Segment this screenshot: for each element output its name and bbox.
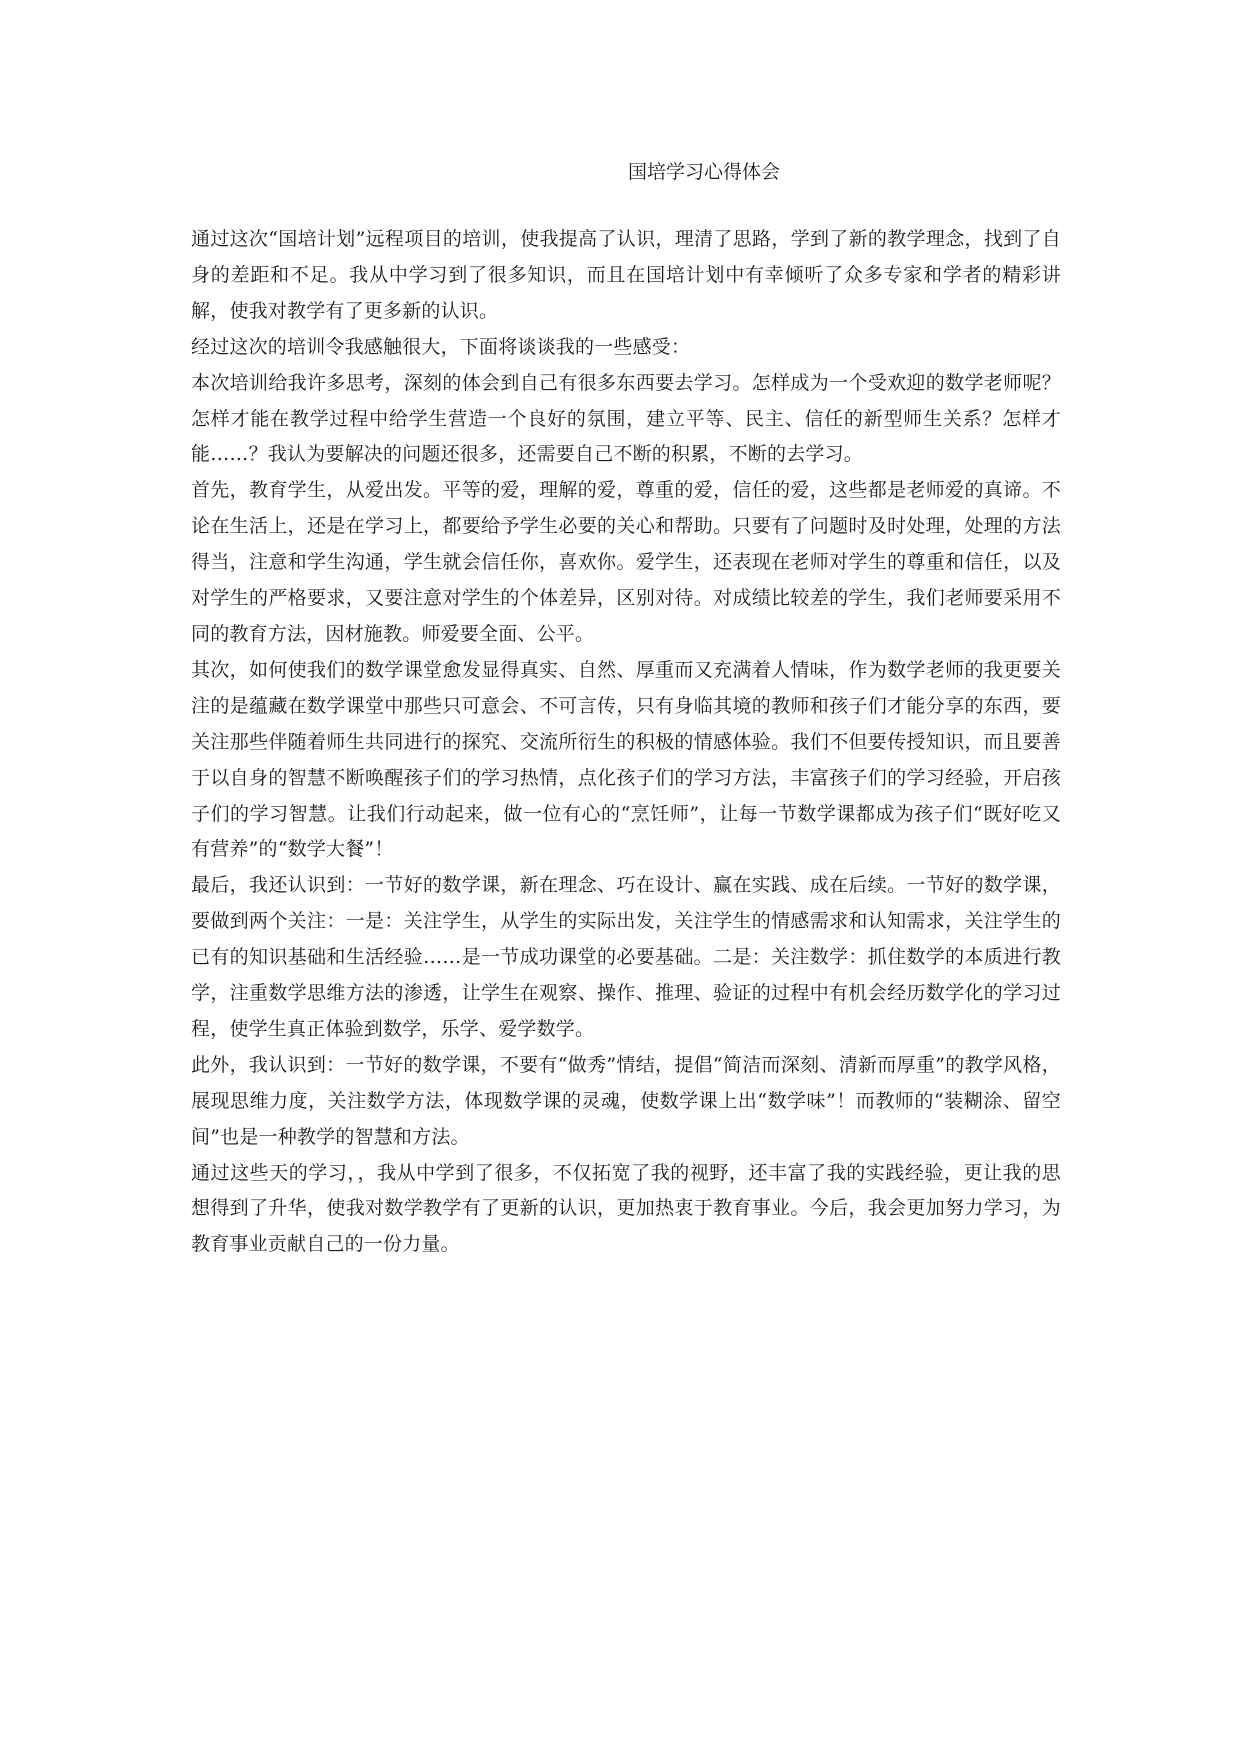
paragraph-second: 其次，如何使我们的数学课堂愈发显得真实、自然、厚重而又充满着人情味，作为数学老师的我更要关注的是蕴藏在数学课堂中那些只可意会、不可言传，只有身临其境的教师和孩子们才能分享的东西，要关注那些伴随着师生共同进行的探究、交流所衍生的积极的情感体验。我们不但要传授知识，而且要善于以自身的智慧不断唤醒孩子们的学习热情，点化孩子们的学习方法，丰富孩子们的学习经验，开启孩子们的学习智慧。让我们行动起来，做一位有心的“烹饪师”，让每一节数学课都成为孩子们“既好吃又有营养”的“数学大餐”！ bbox=[191, 658, 1061, 861]
paragraph-additionally: 此外，我认识到：一节好的数学课，不要有“做秀”情结，提倡“简洁而深刻、清新而厚重”的教学风格，展现思维力度，关注数学方法，体现数学课的灵魂，使数学课上出“数学味”！而教师的“装糊涂、留空间”也是一种教学的智慧和方法。 bbox=[191, 1053, 1061, 1148]
document-title: 国培学习心得体会 bbox=[628, 161, 781, 183]
paragraph-conclusion: 通过这些天的学习，，我从中学到了很多，不仅拓宽了我的视野，还丰富了我的实践经验，更让我的思想得到了升华，使我对数学教学有了更新的认识，更加热衷于教育事业。今后，我会更加努力学习，为教育事业贡献自己的一份力量。 bbox=[191, 1161, 1061, 1256]
paragraph-first: 首先，教育学生，从爱出发。平等的爱，理解的爱，尊重的爱，信任的爱，这些都是老师爱的真谛。不论在生活上，还是在学习上，都要给予学生必要的关心和帮助。只要有了问题时及时处理，处理的方法得当，注意和学生沟通，学生就会信任你，喜欢你。爱学生，还表现在老师对学生的尊重和信任，以及对学生的严格要求，又要注意对学生的个体差异，区别对待。对成绩比较差的学生，我们老师要采用不同的教育方法，因材施教。师爱要全面、公平。 bbox=[191, 479, 1061, 645]
paragraph-reflection: 本次培训给我许多思考，深刻的体会到自己有很多东西要去学习。怎样成为一个受欢迎的数学老师呢？怎样才能在教学过程中给学生营造一个良好的氛围，建立平等、民主、信任的新型师生关系？怎样才能……？我认为要解决的问题还很多，还需要自己不断的积累，不断的去学习。 bbox=[191, 371, 1061, 466]
paragraph-intro: 通过这次“国培计划”远程项目的培训，使我提高了认识，理清了思路，学到了新的教学理念，找到了自身的差距和不足。我从中学习到了很多知识，而且在国培计划中有幸倾听了众多专家和学者的精彩讲解，使我对教学有了更多新的认识。 bbox=[191, 228, 1061, 322]
paragraph-last: 最后，我还认识到：一节好的数学课，新在理念、巧在设计、赢在实践、成在后续。一节好的数学课，要做到两个关注：一是：关注学生，从学生的实际出发，关注学生的情感需求和认知需求，关注学生的已有的知识基础和生活经验……是一节成功课堂的必要基础。二是：关注数学：抓住数学的本质进行教学，注重数学思维方法的渗透，让学生在观察、操作、推理、验证的过程中有机会经历数学化的学习过程，使学生真正体验到数学，乐学、爱学数学。 bbox=[191, 874, 1061, 1040]
document-body bbox=[191, 222, 1061, 1263]
paragraph-feelings-lead: 经过这次的培训令我感触很大，下面将谈谈我的一些感受： bbox=[191, 335, 691, 358]
